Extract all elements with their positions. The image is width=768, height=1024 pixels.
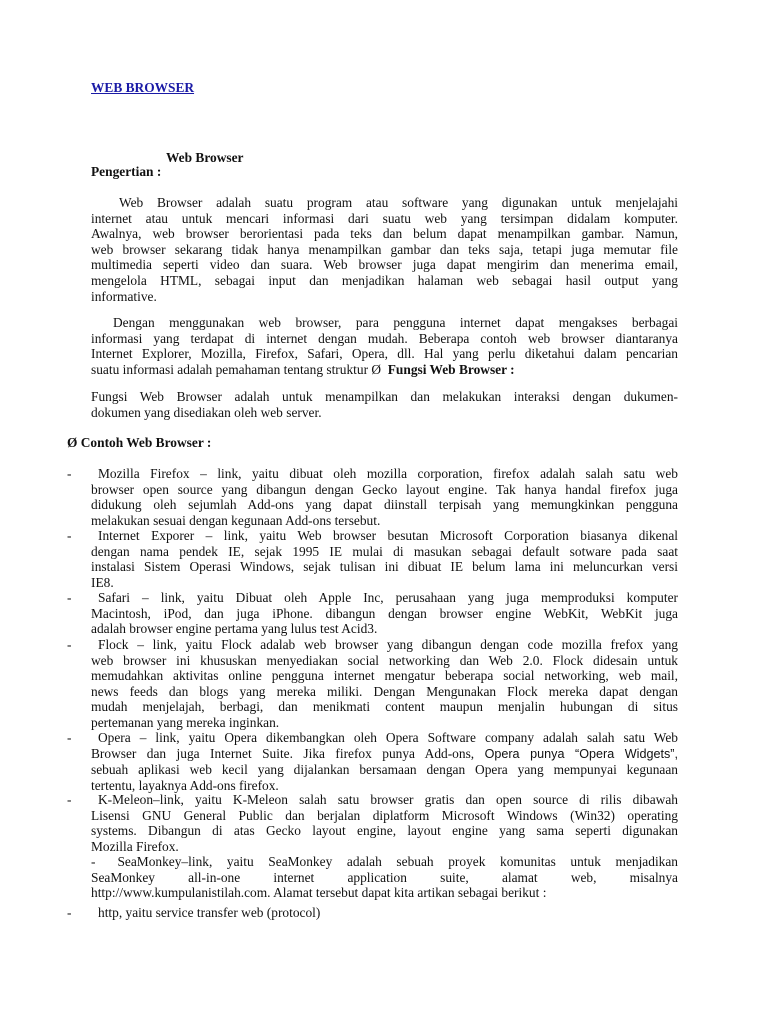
line-text: Safari – link, yaitu Dibuat oleh Apple Inc, perusahaan yang juga memproduksi komputer bbox=[98, 590, 678, 605]
line-text: SeaMonkey–link, yaitu SeaMonkey adalah sebuah proyek komunitas untuk menjadikan bbox=[117, 854, 678, 869]
fungsi-heading: Fungsi Web Browser : bbox=[387, 361, 515, 377]
text-line: http://www.kumpulanistilah.com. Alamat tersebut dapat kita artikan sebagai berikut : bbox=[91, 885, 547, 901]
list-item-opera bbox=[91, 730, 678, 793]
list-item-kmeleon bbox=[91, 792, 678, 854]
paragraph-definition bbox=[91, 195, 678, 304]
text-line bbox=[91, 466, 678, 482]
text-line bbox=[91, 637, 678, 653]
text-line: Internet Explorer, Mozilla, Firefox, Safari, Opera, dll. Hal yang perlu diketahui dalam pencarian bbox=[91, 346, 678, 362]
text-line: SeaMonkey all-in-one internet application suite, alamat web, misalnya bbox=[91, 869, 678, 885]
text-line: systems. Dibangun di atas Gecko layout engine, layout engine yang sama seperti digunakan bbox=[91, 823, 678, 839]
list-item-flock bbox=[91, 637, 678, 731]
text-line: didukung oleh sejumlah Add-ons yang dapat diinstall terpisah yang memungkinkan pengguna bbox=[91, 497, 678, 513]
text-line bbox=[91, 195, 678, 211]
text-line: mengelola HTML, sebagai input dan menjadikan halaman web sebagai hasil output yang bbox=[91, 272, 678, 288]
bullet-dash: - bbox=[67, 637, 72, 652]
paragraph-usage bbox=[91, 315, 678, 377]
text-line: melakukan sesuai dengan kegunaan Add-ons tersebut. bbox=[91, 512, 381, 528]
text-line: tertentu, layaknya Add-ons firefox. bbox=[91, 777, 279, 793]
list-item-safari bbox=[91, 590, 678, 637]
text-line: memudahkan aktivitas online pengguna internet mengatur beberapa social networking, web mail, bbox=[91, 668, 678, 684]
text-line: informasi yang terdapat di internet dengan mudah. Beberapa contoh web browser diantaranya bbox=[91, 330, 678, 346]
text-line: internet atau untuk mencari informasi dari suatu web yang tersimpan didalam komputer. bbox=[91, 210, 678, 226]
list-item-ie bbox=[91, 528, 678, 590]
text-line: sebuah aplikasi web kecil yang dijalankan bersamaan dengan Opera yang mempunyai kegunaan bbox=[91, 762, 678, 778]
heading-contoh: Ø Contoh Web Browser : bbox=[67, 435, 212, 450]
bullet-dash: - bbox=[67, 730, 72, 745]
bullet-dash: - bbox=[67, 905, 72, 920]
title-link-web-browser[interactable]: WEB BROWSER bbox=[91, 80, 195, 95]
heading-pengertian: Pengertian : bbox=[91, 164, 162, 179]
text-line: news feeds dan blogs yang mereka miliki. Dengan Mengunakan Flock mereka dapat dengan bbox=[91, 683, 678, 699]
text-line: adalah browser engine pertama yang lulus test Acid3. bbox=[91, 621, 378, 637]
text-line: Lisensi GNU General Public dan berjalan diplatform Microsoft Windows (Win32) operating bbox=[91, 807, 678, 823]
text-line bbox=[91, 905, 678, 921]
line-text-sans: Opera punya “Opera Widgets”, bbox=[484, 746, 678, 761]
text-line: multimedia seperti video dan suara. Web browser juga dapat mengirim dan menerima email, bbox=[91, 257, 678, 273]
paragraph-fungsi bbox=[91, 389, 678, 420]
text-line: web browser ini khususkan menyediakan social networking dan Web 2.0. Flock didesain untuk bbox=[91, 652, 678, 668]
text-line bbox=[91, 746, 678, 763]
text-line: dokumen yang disediakan oleh web server. bbox=[91, 404, 322, 420]
text-line bbox=[91, 590, 678, 606]
text-line: Mozilla Firefox. bbox=[91, 838, 179, 854]
line-text: http, yaitu service transfer web (protocol) bbox=[98, 905, 321, 920]
line-text: suatu informasi adalah pemahaman tentang struktur Ø bbox=[91, 361, 382, 377]
text-line: dengan nama pendek IE, sejak 1995 IE mulai di masukan sebagai default sotware pada saat bbox=[91, 543, 678, 559]
text-line: instalasi Sistem Operasi Windows, sejak tulisan ini dibuat IE belum lama ini meluncurkan versi bbox=[91, 559, 678, 575]
text-line: Awalnya, web browser berorientasi pada teks dan belum dapat menampilkan gambar. Namun, bbox=[91, 226, 678, 242]
bullet-dash: - bbox=[67, 792, 72, 807]
heading-web-browser: Web Browser bbox=[166, 150, 244, 165]
line-text: Internet Exporer – link, yaitu Web browser besutan Microsoft Corporation biasanya dikenal bbox=[98, 528, 678, 543]
text-line: web browser sekarang tidak hanya menampilkan gambar dan teks saja, tetapi juga memutar file bbox=[91, 241, 678, 257]
text-line: Macintosh, iPod, dan juga iPhone. dibangun dengan browser engine WebKit, WebKit juga bbox=[91, 605, 678, 621]
text-line bbox=[91, 528, 678, 544]
line-text: Opera – link, yaitu Opera dikembangkan oleh Opera Software company adalah salah satu Web bbox=[98, 730, 678, 745]
list-item-seamonkey bbox=[91, 854, 678, 901]
line-text: Web Browser adalah suatu program atau software yang digunakan untuk menjelajahi bbox=[119, 195, 678, 210]
line-text: Browser dan juga Internet Suite. Jika firefox punya Add-ons, bbox=[91, 745, 475, 761]
bullet-dash: - bbox=[67, 466, 72, 481]
text-line bbox=[91, 315, 678, 331]
text-line bbox=[91, 362, 678, 378]
text-line bbox=[91, 854, 678, 870]
text-line: informative. bbox=[91, 288, 157, 304]
list-item-http bbox=[91, 905, 678, 921]
text-line bbox=[91, 730, 678, 746]
text-line: mudah menjelajah, berbagi, dan menikmati content maupun menjalin hubungan di situs bbox=[91, 699, 678, 715]
text-line: browser open source yang dibangun dengan Gecko layout engine. Tak hanya handal firefox juga bbox=[91, 481, 678, 497]
line-text: Dengan menggunakan web browser, para pengguna internet dapat mengakses berbagai bbox=[113, 315, 678, 330]
text-line: pertemanan yang mereka inginkan. bbox=[91, 714, 280, 730]
text-line bbox=[91, 792, 678, 808]
bullet-dash: - bbox=[67, 528, 72, 543]
list-item-firefox bbox=[91, 466, 678, 528]
text-line: IE8. bbox=[91, 574, 114, 590]
bullet-dash: - bbox=[91, 854, 96, 869]
line-text: Mozilla Firefox – link, yaitu dibuat oleh mozilla corporation, firefox adalah salah satu web bbox=[98, 466, 678, 481]
line-text: K-Meleon–link, yaitu K-Meleon salah satu browser gratis dan open source di rilis dibawah bbox=[98, 792, 678, 807]
text-line: Fungsi Web Browser adalah untuk menampilkan dan melakukan interaksi dengan dukumen- bbox=[91, 389, 678, 404]
line-text: Flock – link, yaitu Flock adalab web browser yang dibangun dengan code mozilla frefox yang bbox=[98, 637, 678, 652]
bullet-dash: - bbox=[67, 590, 72, 605]
